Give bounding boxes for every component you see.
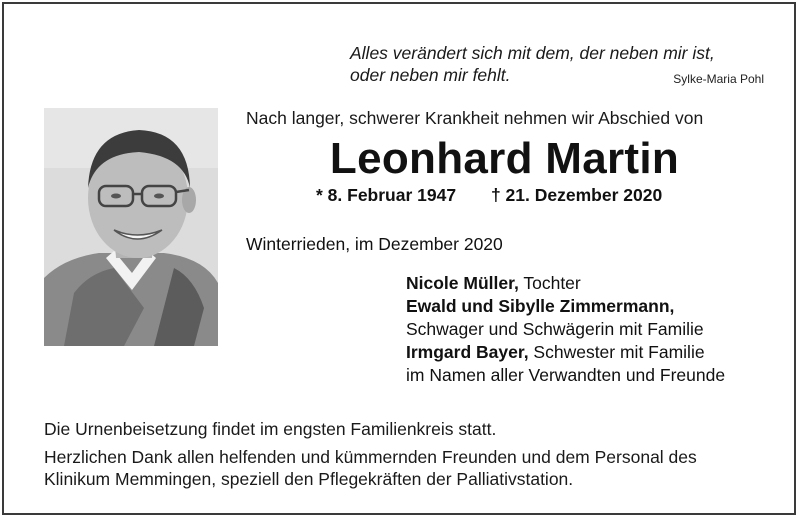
mourner-relation: Schwester mit Familie xyxy=(528,342,705,362)
quote-line-1: Alles verändert sich mit dem, der neben mir ist, xyxy=(350,43,715,63)
place-and-date: Winterrieden, im Dezember 2020 xyxy=(246,234,503,254)
obituary-frame xyxy=(2,2,796,515)
thanks-line-2: Klinikum Memmingen, speziell den Pflegekräften der Palliativstation. xyxy=(44,469,574,489)
mourner-name: Irmgard Bayer, xyxy=(406,342,529,362)
mourner-relation: Schwager und Schwägerin mit Familie xyxy=(406,319,704,339)
life-dates xyxy=(316,185,662,206)
death-date: † 21. Dezember 2020 xyxy=(490,185,663,205)
intro-text: Nach langer, schwerer Krankheit nehmen wir Abschied von xyxy=(246,108,704,128)
quote-block xyxy=(350,42,764,86)
quote-author: Sylke-Maria Pohl xyxy=(673,72,764,86)
funeral-note: Die Urnenbeisetzung findet im engsten Familienkreis statt. xyxy=(44,419,497,439)
mourner-name: Ewald und Sibylle Zimmermann, xyxy=(406,296,675,316)
mourner-relation: Tochter xyxy=(518,273,581,293)
mourner-row xyxy=(406,341,725,364)
deceased-name: Leonhard Martin xyxy=(329,134,680,183)
thanks-line-1: Herzlichen Dank allen helfenden und kümmernden Freunden und dem Personal des xyxy=(44,447,697,467)
portrait-photo xyxy=(44,108,218,346)
mourner-row xyxy=(406,272,725,295)
mourner-name: Nicole Müller, xyxy=(406,273,519,293)
mourner-row xyxy=(406,364,725,387)
mourner-relation: im Namen aller Verwandten und Freunde xyxy=(406,365,726,385)
quote-line-2: oder neben mir fehlt. xyxy=(350,65,511,85)
mourner-row xyxy=(406,295,725,318)
birth-date: * 8. Februar 1947 xyxy=(316,185,457,205)
closing-text xyxy=(44,418,697,490)
mourner-row xyxy=(406,318,725,341)
mourners-list xyxy=(406,272,725,387)
